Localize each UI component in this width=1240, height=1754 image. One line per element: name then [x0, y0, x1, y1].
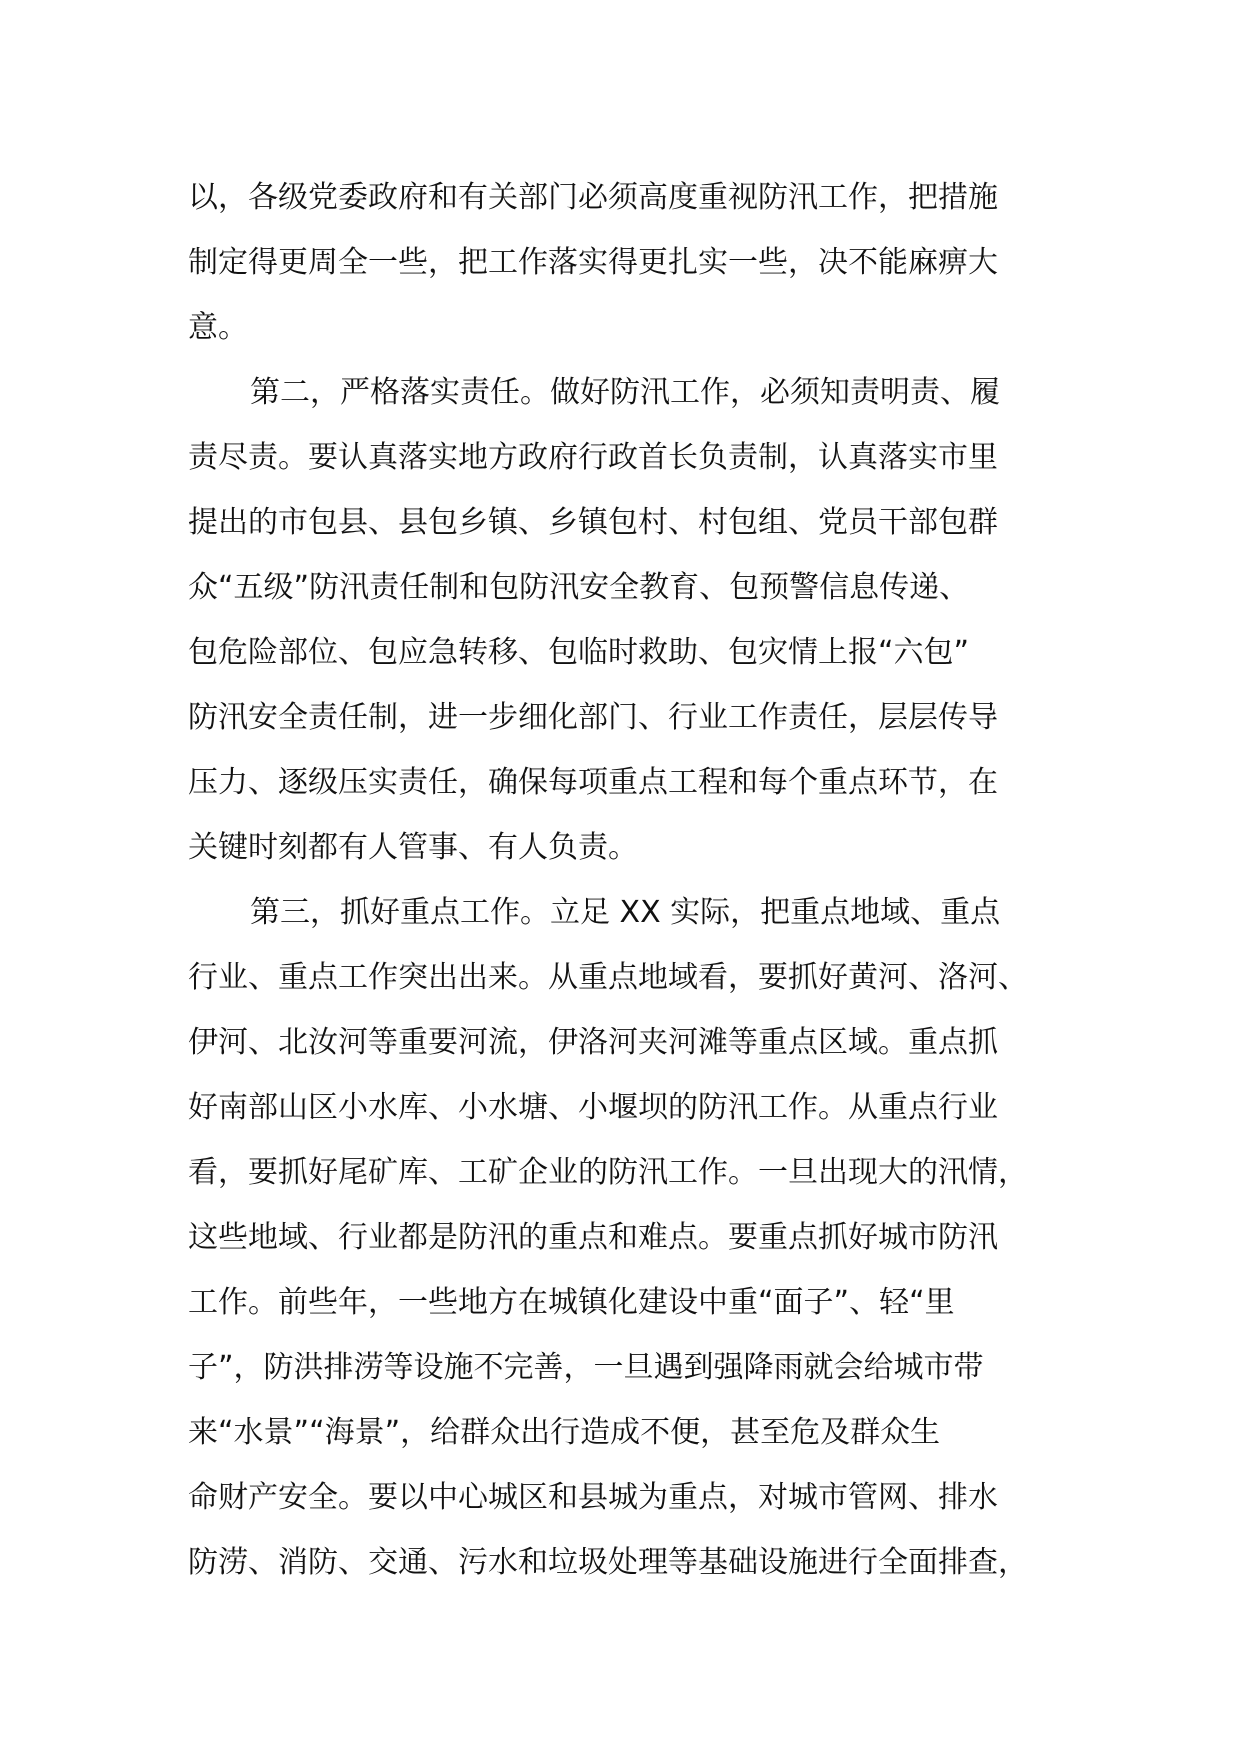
text-line: 行业、重点工作突出出来。从重点地域看，要抓好黄河、洛河、	[188, 960, 1028, 995]
text-line: 众“五级”防汛责任制和包防汛安全教育、包预警信息传递、	[188, 570, 970, 605]
text-line: 看，要抓好尾矿库、工矿企业的防汛工作。一旦出现大的汛情，	[188, 1155, 1028, 1190]
paragraph-3	[188, 880, 1088, 1595]
text-line: 伊河、北汝河等重要河流，伊洛河夹河滩等重点区域。重点抓	[188, 1025, 998, 1060]
text-line: 子”，防洪排涝等设施不完善，一旦遇到强降雨就会给城市带	[188, 1350, 984, 1385]
text-line: 这些地域、行业都是防汛的重点和难点。要重点抓好城市防汛	[188, 1220, 998, 1255]
text-line: 第二，严格落实责任。做好防汛工作，必须知责明责、履	[250, 375, 1000, 410]
text-line: 来“水景”“海景”，给群众出行造成不便，甚至危及群众生	[188, 1415, 941, 1450]
document-body	[188, 165, 1088, 1595]
text-line: 意。	[188, 310, 248, 345]
text-line: 提出的市包县、县包乡镇、乡镇包村、村包组、党员干部包群	[188, 505, 998, 540]
text-line: 第三，抓好重点工作。立足 XX 实际，把重点地域、重点	[250, 895, 1001, 930]
text-line: 责尽责。要认真落实地方政府行政首长负责制，认真落实市里	[188, 440, 998, 475]
text-line: 命财产安全。要以中心城区和县城为重点，对城市管网、排水	[188, 1480, 998, 1515]
paragraph-2	[188, 360, 1088, 880]
text-line: 包危险部位、包应急转移、包临时救助、包灾情上报“六包”	[188, 635, 970, 670]
paragraph-1	[188, 165, 1088, 360]
text-line: 防汛安全责任制，进一步细化部门、行业工作责任，层层传导	[188, 700, 998, 735]
text-line: 防涝、消防、交通、污水和垃圾处理等基础设施进行全面排查，	[188, 1545, 1028, 1580]
text-line: 以，各级党委政府和有关部门必须高度重视防汛工作，把措施	[188, 180, 998, 215]
text-line: 制定得更周全一些，把工作落实得更扎实一些，决不能麻痹大	[188, 245, 998, 280]
text-line: 好南部山区小水库、小水塘、小堰坝的防汛工作。从重点行业	[188, 1090, 998, 1125]
text-line: 工作。前些年，一些地方在城镇化建设中重“面子”、轻“里	[188, 1285, 955, 1320]
text-line: 关键时刻都有人管事、有人负责。	[188, 830, 638, 865]
text-line: 压力、逐级压实责任，确保每项重点工程和每个重点环节，在	[188, 765, 998, 800]
